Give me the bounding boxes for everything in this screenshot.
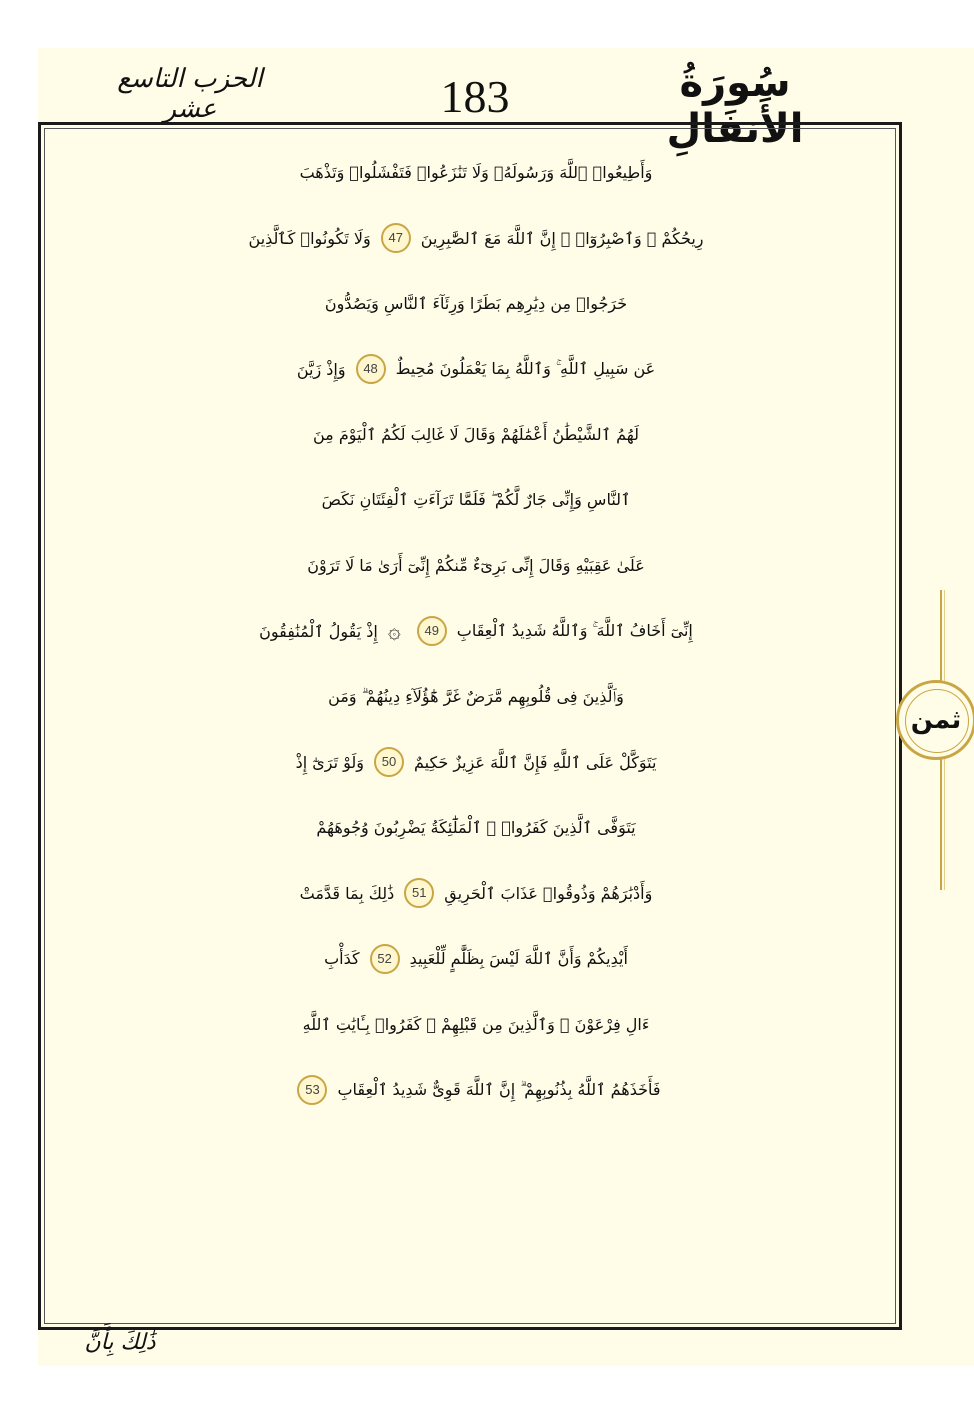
verse-text: وَلَوْ تَرَىٰٓ إِذْ [295, 752, 365, 772]
verse-text: إِنِّىٓ أَخَافُ ٱللَّهَ ۚ وَٱللَّهُ شَدِيدُ ٱلْعِقَابِ [456, 621, 693, 641]
verse-text: عَن سَبِيلِ ٱللَّهِ ۚ وَٱللَّهُ بِمَا يَعْمَلُونَ مُحِيطٌ [395, 359, 656, 379]
verse-text: يَتَوَكَّلْ عَلَى ٱللَّهِ فَإِنَّ ٱللَّهَ عَزِيزٌ حَكِيمٌ [414, 752, 657, 772]
verse-text: وَأَطِيعُوا۟ ٱللَّهَ وَرَسُولَهُۥ وَلَا تَنَٰزَعُوا۟ فَتَفْشَلُوا۟ وَتَذْهَبَ [299, 163, 653, 183]
verse-text: لَهُمُ ٱلشَّيْطَٰنُ أَعْمَٰلَهُمْ وَقَالَ لَا غَالِبَ لَكُمُ ٱلْيَوْمَ مِنَ [313, 425, 639, 445]
verse-line [60, 992, 892, 1058]
verse-text: رِيحُكُمْ ۖ وَٱصْبِرُوٓا۟ ۚ إِنَّ ٱللَّهَ مَعَ ٱلصَّٰبِرِينَ [420, 228, 704, 248]
rub-el-hizb-icon: ۞ [387, 618, 401, 644]
thumun-label: ثمن [910, 705, 962, 735]
verse-line [60, 206, 892, 272]
verse-line [60, 599, 892, 665]
verse-line [60, 402, 892, 468]
verse-line [60, 926, 892, 992]
verses-block [60, 140, 892, 1320]
verse-line [60, 1057, 892, 1123]
verse-text: ءَالِ فِرْعَوْنَ ۙ وَٱلَّذِينَ مِن قَبْلِهِمْ ۚ كَفَرُوا۟ بِـَٔايَٰتِ ٱللَّهِ [302, 1014, 650, 1034]
verse-text: أَيْدِيكُمْ وَأَنَّ ٱللَّهَ لَيْسَ بِظَلَّٰمٍ لِّلْعَبِيدِ [409, 949, 628, 969]
verse-line [60, 795, 892, 861]
page-number: 183 [440, 71, 510, 122]
verse-text: ٱلنَّاسِ وَإِنِّى جَارٌ لَّكُمْ ۖ فَلَمَّا تَرَآءَتِ ٱلْفِئَتَانِ نَكَصَ [321, 490, 631, 510]
ayah-number-marker: 53 [297, 1075, 327, 1105]
catchword: ذَٰلِكَ بِأَنَّ [84, 1330, 156, 1355]
verse-text: وَأَدْبَٰرَهُمْ وَذُوقُوا۟ عَذَابَ ٱلْحَرِيقِ [444, 883, 653, 903]
verse-text: عَلَىٰ عَقِبَيْهِ وَقَالَ إِنِّى بَرِىٓءٌ مِّنكُمْ إِنِّىٓ أَرَىٰ مَا لَا تَرَوْنَ [307, 556, 645, 576]
ayah-number-marker: 48 [356, 354, 386, 384]
verse-text: وَلَا تَكُونُوا۟ كَٱلَّذِينَ [248, 228, 371, 248]
verse-text: فَأَخَذَهُمُ ٱللَّهُ بِذُنُوبِهِمْ ۗ إِنَّ ٱللَّهَ قَوِىٌّ شَدِيدُ ٱلْعِقَابِ [337, 1079, 661, 1099]
verse-text: خَرَجُوا۟ مِن دِيَٰرِهِم بَطَرًا وَرِئَآءَ ٱلنَّاسِ وَيَصُدُّونَ [324, 294, 628, 314]
verse-text: كَدَأْبِ [324, 949, 360, 969]
ayah-number-marker: 49 [417, 616, 447, 646]
verse-text: وَٱلَّذِينَ فِى قُلُوبِهِم مَّرَضٌ غَرَّ هَٰٓؤُلَآءِ دِينُهُمْ ۗ وَمَن [328, 686, 624, 706]
verse-line [60, 140, 892, 206]
verse-text: ذَٰلِكَ بِمَا قَدَّمَتْ [299, 883, 395, 903]
hizb-name-header: الحزب التاسع عشر [117, 64, 263, 124]
verse-line [60, 337, 892, 403]
verse-line [60, 730, 892, 796]
ayah-number-marker: 47 [381, 223, 411, 253]
ayah-number-marker: 50 [374, 747, 404, 777]
verse-text: يَتَوَفَّى ٱلَّذِينَ كَفَرُوا۟ ۙ ٱلْمَلَٰٓئِكَةُ يَضْرِبُونَ وُجُوهَهُمْ [316, 818, 636, 838]
ayah-number-marker: 51 [404, 878, 434, 908]
ayah-number-marker: 52 [370, 944, 400, 974]
surah-name-header: سُورَةُ الأَنفَالِ [666, 60, 804, 152]
thumun-marker-icon [896, 680, 974, 760]
verse-text: إِذْ يَقُولُ ٱلْمُنَٰفِقُونَ [259, 621, 378, 641]
verse-line [60, 468, 892, 534]
verse-line [60, 271, 892, 337]
verse-line [60, 861, 892, 927]
verse-line [60, 664, 892, 730]
verse-text: وَإِذْ زَيَّنَ [296, 359, 346, 379]
verse-line [60, 533, 892, 599]
